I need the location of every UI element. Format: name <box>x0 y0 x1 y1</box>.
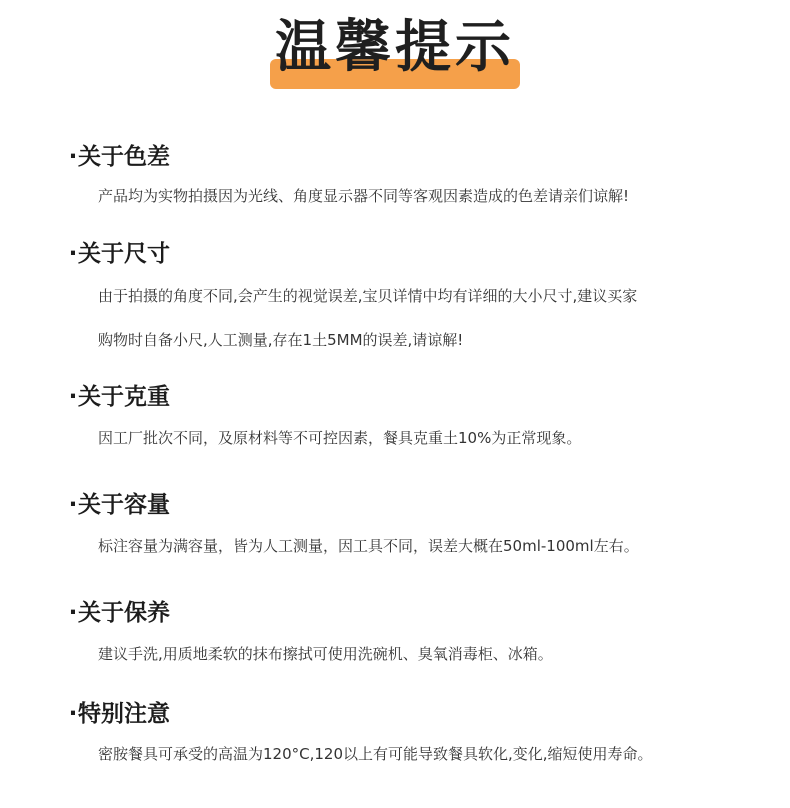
section-body-line: 密胺餐具可承受的高温为120°C,120以上有可能导致餐具软化,变化,缩短使用寿命。 <box>98 745 653 763</box>
section-heading-label: 特别注意 <box>78 701 170 727</box>
section-heading <box>68 239 170 269</box>
bullet-dot: · <box>68 384 78 410</box>
title-banner <box>0 8 790 92</box>
bullet-dot: · <box>68 600 78 626</box>
section-body-line: 因工厂批次不同，及原材料等不可控因素，餐具克重土10%为正常现象。 <box>98 429 582 447</box>
section-heading-label: 关于容量 <box>78 492 170 518</box>
section-body-line: 购物时自备小尺,人工测量,存在1土5MM的误差,请谅解! <box>98 331 464 349</box>
bullet-dot: · <box>68 492 78 518</box>
section-heading-label: 关于尺寸 <box>78 241 170 267</box>
bullet-dot: · <box>68 701 78 727</box>
section-heading <box>68 382 170 412</box>
page-title: 温馨提示 <box>275 15 515 80</box>
bullet-dot: · <box>68 241 78 267</box>
section-body-line: 由于拍摄的角度不同,会产生的视觉误差,宝贝详情中均有详细的大小尺寸,建议买家 <box>98 287 638 305</box>
section-heading-label: 关于克重 <box>78 384 170 410</box>
section-body-line: 建议手洗,用质地柔软的抹布擦拭可使用洗碗机、臭氧消毒柜、冰箱。 <box>98 645 553 663</box>
section-body-line: 标注容量为满容量，皆为人工测量，因工具不同，误差大概在50ml-100ml左右。 <box>98 537 639 555</box>
section-heading <box>68 490 170 520</box>
section-body-line: 产品均为实物拍摄因为光线、角度显示器不同等客观因素造成的色差请亲们谅解! <box>98 187 630 205</box>
section-heading <box>68 142 170 172</box>
section-heading-label: 关于色差 <box>78 144 170 170</box>
section-heading-label: 关于保养 <box>78 600 170 626</box>
section-heading <box>68 598 170 628</box>
bullet-dot: · <box>68 144 78 170</box>
section-heading <box>68 699 170 729</box>
